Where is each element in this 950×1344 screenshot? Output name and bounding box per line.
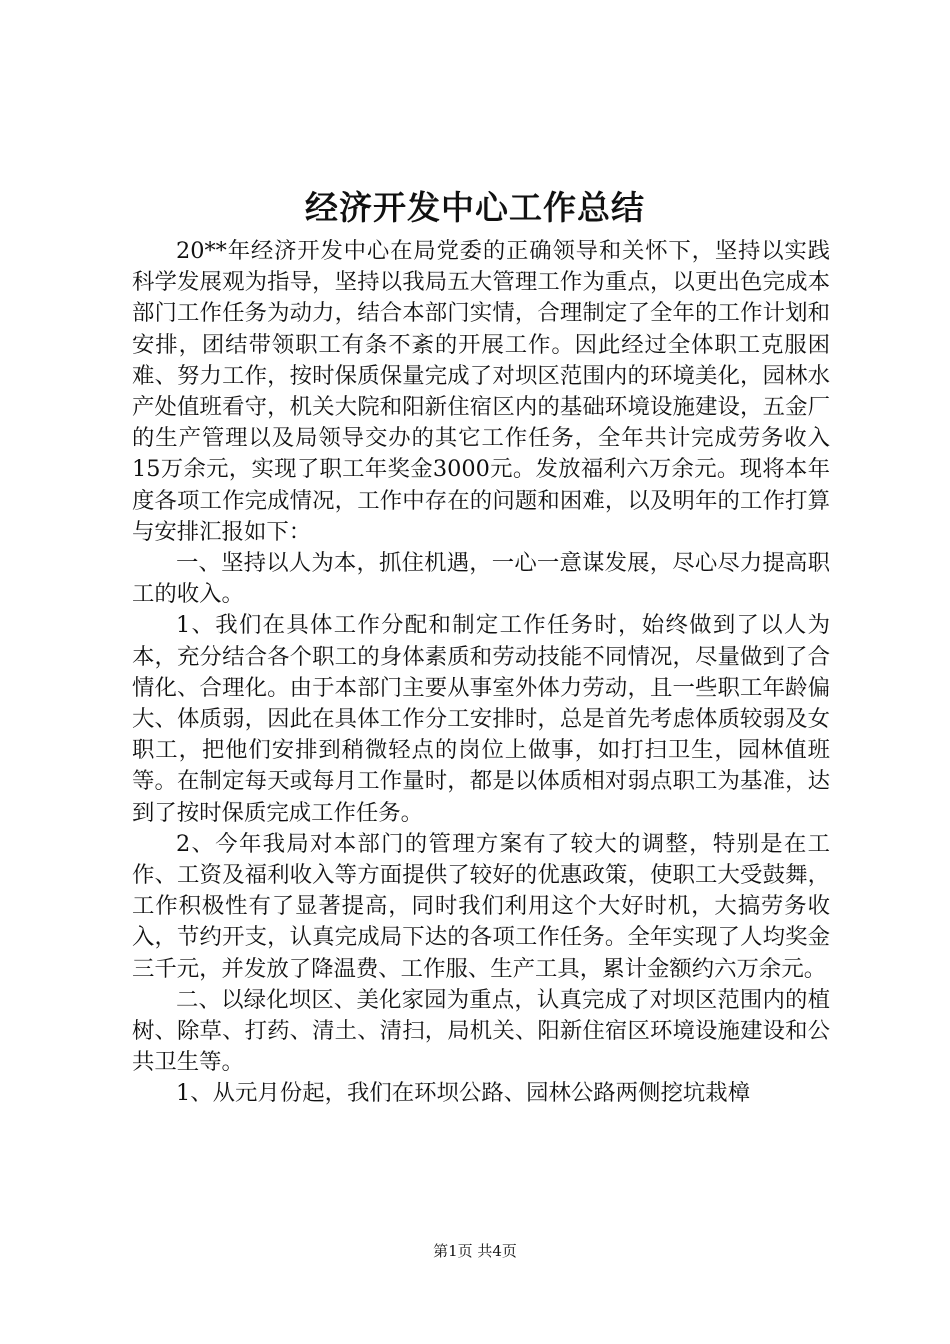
paragraph-section-two-heading: 二、以绿化坝区、美化家园为重点，认真完成了对坝区范围内的植树、除草、打药、清土、清扫，局机关、阳新住宿区环境设施建设和公共卫生等。: [132, 986, 830, 1076]
paragraph-section-one-heading: 一、坚持以人为本，抓住机遇，一心一意谋发展，尽心尽力提高职工的收入。: [132, 550, 830, 608]
paragraph-item-1: 1、我们在具体工作分配和制定工作任务时，始终做到了以人为本，充分结合各个职工的身体素质和劳动技能不同情况，尽量做到了合情化、合理化。由于本部门主要从事室外体力劳动，且一些职工年龄偏大、体质弱，因此在具体工作分工安排时，总是首先考虑体质较弱及女职工，把他们安排到稍微轻点的岗位上做事，如打扫卫生，园林值班等。在制定每天或每月工作量时，都是以体质相对弱点职工为基准，达到了按时保质完成工作任务。: [132, 612, 830, 826]
page-number-footer: 第1页 共4页: [433, 1242, 517, 1260]
paragraph-item-2: 2、今年我局对本部门的管理方案有了较大的调整，特别是在工作、工资及福利收入等方面提供了较好的优惠政策，使职工大受鼓舞，工作积极性有了显著提高，同时我们利用这个大好时机，大搞劳务收入，节约开支，认真完成局下达的各项工作任务。全年实现了人均奖金三千元，并发放了降温费、工作服、生产工具，累计金额约六万余元。: [132, 830, 830, 982]
document-body: [132, 236, 830, 1110]
paragraph-intro: 20**年经济开发中心在局党委的正确领导和关怀下，坚持以实践科学发展观为指导，坚持以我局五大管理工作为重点，以更出色完成本部门工作任务为动力，结合本部门实情，合理制定了全年的工作计划和安排，团结带领职工有条不紊的开展工作。因此经过全体职工克服困难、努力工作，按时保质保量完成了对坝区范围内的环境美化，园林水产处值班看守，机关大院和阳新住宿区内的基础环境设施建设，五金厂的生产管理以及局领导交办的其它工作任务，全年共计完成劳务收入15万余元，实现了职工年奖金3000元。发放福利六万余元。现将本年度各项工作完成情况，工作中存在的问题和困难，以及明年的工作打算与安排汇报如下：: [132, 238, 830, 545]
paragraph-section-two-item-1: 1、从元月份起，我们在环坝公路、园林公路两侧挖坑栽樟: [176, 1080, 751, 1107]
document-title: 经济开发中心工作总结: [305, 188, 645, 227]
